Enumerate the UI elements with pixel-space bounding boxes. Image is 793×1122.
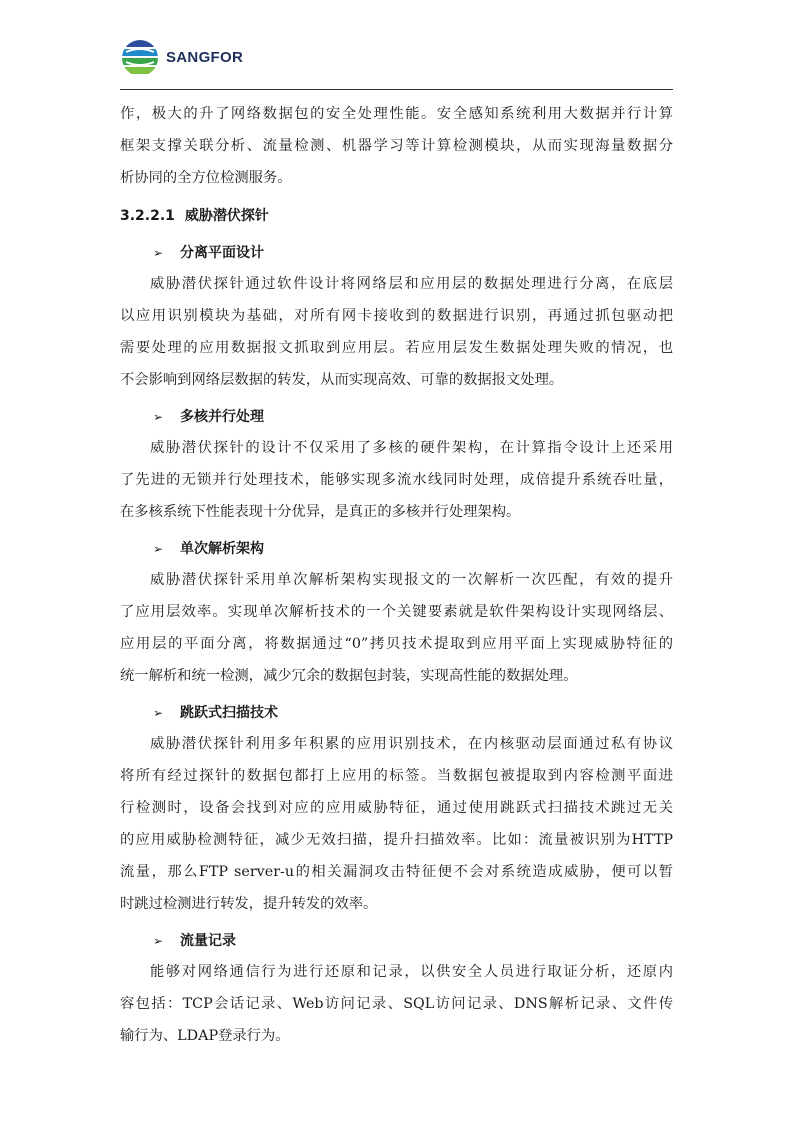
- subsection-title: 跳跃式扫描技术: [180, 705, 278, 721]
- subsection-paragraph: [120, 432, 673, 528]
- paragraph-line: 行检测时，设备会找到对应的应用威胁特征，通过使用跳跃式扫描技术跳过无关: [120, 800, 673, 816]
- paragraph-line: 不会影响到网络层数据的转发，从而实现高效、可靠的数据报文处理。: [120, 372, 564, 388]
- section-title: 威胁潜伏探针: [184, 208, 269, 224]
- page-header: [120, 38, 673, 90]
- intro-paragraph: [120, 98, 673, 194]
- subsection-paragraph: [120, 268, 673, 396]
- paragraph-line: 威胁潜伏探针的设计不仅采用了多核的硬件架构，在计算指令设计上还采用: [150, 440, 673, 456]
- paragraph-line: 需要处理的应用数据报文抓取到应用层。若应用层发生数据处理失败的情况，也: [120, 340, 673, 356]
- bullet-arrow-icon: ➢: [153, 410, 164, 424]
- paragraph-line: 框架支撑关联分析、流量检测、机器学习等计算检测模块，从而实现海量数据分: [120, 138, 673, 154]
- paragraph-line: 威胁潜伏探针通过软件设计将网络层和应用层的数据处理进行分离，在底层: [150, 276, 673, 292]
- paragraph-line: 应用层的平面分离，将数据通过“0”拷贝技术提取到应用平面上实现威胁特征的: [120, 636, 673, 652]
- paragraph-line: 将所有经过探针的数据包都打上应用的标签。当数据包被提取到内容检测平面进: [120, 768, 673, 784]
- subsection-paragraph: [120, 728, 673, 920]
- subsection-paragraph: [120, 956, 673, 1052]
- paragraph-line: 在多核系统下性能表现十分优异，是真正的多核并行处理架构。: [120, 504, 521, 520]
- subsection-title: 分离平面设计: [180, 245, 264, 261]
- header-divider: [120, 89, 673, 90]
- bullet-arrow-icon: ➢: [153, 706, 164, 720]
- subsection-heading: [120, 402, 673, 432]
- paragraph-line: 能够对网络通信行为进行还原和记录，以供安全人员进行取证分析，还原内: [150, 964, 673, 980]
- paragraph-line: 作，极大的升了网络数据包的安全处理性能。安全感知系统利用大数据并行计算: [120, 106, 673, 122]
- paragraph-line: 的应用威胁检测特征，减少无效扫描，提升扫描效率。比如：流量被识别为HTTP: [120, 832, 673, 848]
- paragraph-line: 以应用识别模块为基础，对所有网卡接收到的数据进行识别，再通过抓包驱动把: [120, 308, 673, 324]
- bullet-arrow-icon: ➢: [153, 246, 164, 260]
- paragraph-line: 流量，那么FTP server-u的相关漏洞攻击特征便不会对系统造成威胁，便可以暂: [120, 864, 673, 880]
- subsection-paragraph: [120, 564, 673, 692]
- paragraph-line: 容包括：TCP会话记录、Web访问记录、SQL访问记录、DNS解析记录、文件传: [120, 996, 673, 1012]
- paragraph-line: 输行为、LDAP登录行为。: [120, 1028, 290, 1044]
- document-body: [120, 98, 673, 1052]
- subsection-title: 多核并行处理: [180, 409, 264, 425]
- paragraph-line: 统一解析和统一检测，减少冗余的数据包封装，实现高性能的数据处理。: [120, 668, 578, 684]
- subsection-heading: [120, 238, 673, 268]
- bullet-arrow-icon: ➢: [153, 934, 164, 948]
- paragraph-line: 威胁潜伏探针采用单次解析架构实现报文的一次解析一次匹配，有效的提升: [150, 572, 673, 588]
- subsection-heading: [120, 534, 673, 564]
- subsection-heading: [120, 698, 673, 728]
- section-heading: [120, 200, 673, 232]
- section-number: 3.2.2.1: [120, 208, 175, 224]
- subsection-heading: [120, 926, 673, 956]
- paragraph-line: 了应用层效率。实现单次解析技术的一个关键要素就是软件架构设计实现网络层、: [120, 604, 673, 620]
- sangfor-logo-icon: [120, 38, 160, 78]
- paragraph-line: 析协同的全方位检测服务。: [120, 170, 292, 186]
- subsection-title: 单次解析架构: [180, 541, 264, 557]
- logo-text: SANGFOR: [166, 49, 244, 66]
- subsection-title: 流量记录: [180, 933, 236, 949]
- paragraph-line: 时跳过检测进行转发，提升转发的效率。: [120, 896, 378, 912]
- paragraph-line: 威胁潜伏探针利用多年积累的应用识别技术，在内核驱动层面通过私有协议: [150, 736, 673, 752]
- paragraph-line: 了先进的无锁并行处理技术，能够实现多流水线同时处理，成倍提升系统吞吐量，: [120, 472, 673, 488]
- bullet-arrow-icon: ➢: [153, 542, 164, 556]
